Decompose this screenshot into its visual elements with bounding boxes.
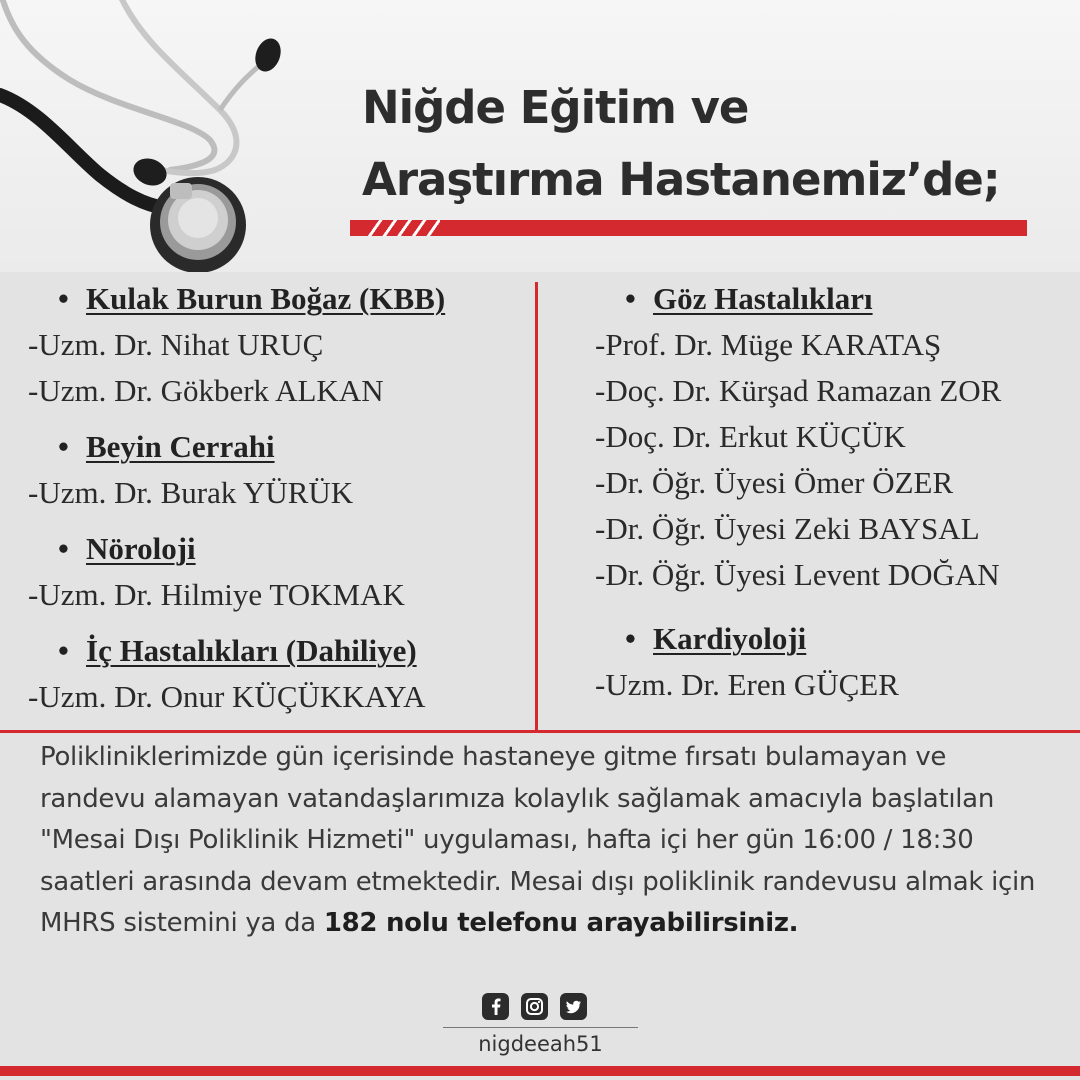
info-phone-bold: 182 nolu telefonu arayabilirsiniz.	[323, 908, 799, 938]
social-icons	[482, 993, 592, 1021]
department-heading-goz: • Göz Hastalıkları	[625, 276, 1075, 322]
facebook-icon[interactable]	[482, 993, 509, 1020]
department-heading-beyin-cerrahi: • Beyin Cerrahi	[58, 424, 528, 470]
info-paragraph	[40, 737, 1050, 945]
doctor-item: -Prof. Dr. Müge KARATAŞ	[595, 327, 942, 362]
column-divider	[535, 282, 538, 732]
page-title	[362, 72, 1000, 216]
stethoscope-image	[0, 0, 320, 272]
department-heading-kbb: • Kulak Burun Boğaz (KBB)	[58, 276, 528, 322]
doctor-item: -Uzm. Dr. Eren GÜÇER	[595, 667, 899, 702]
instagram-icon[interactable]	[521, 993, 548, 1020]
section-divider	[0, 730, 1080, 733]
bottom-accent-bar	[0, 1066, 1080, 1076]
doctor-item: -Uzm. Dr. Nihat URUÇ	[28, 327, 324, 362]
bar-hatch-decoration	[368, 220, 440, 236]
title-line-1: Niğde Eğitim ve	[362, 81, 749, 134]
social-handle[interactable]: nigdeeah51	[478, 1032, 603, 1056]
department-heading-ic-hastaliklari: • İç Hastalıkları (Dahiliye)	[58, 628, 528, 674]
left-department-column	[28, 276, 528, 720]
twitter-icon[interactable]	[560, 993, 587, 1020]
doctor-item: -Uzm. Dr. Hilmiye TOKMAK	[28, 577, 405, 612]
title-line-2: Araştırma Hastanemiz’de;	[362, 153, 1000, 206]
title-underline-bar	[350, 220, 1027, 236]
doctor-item: -Uzm. Dr. Gökberk ALKAN	[28, 373, 384, 408]
footer-divider	[443, 1027, 638, 1028]
doctor-item: -Doç. Dr. Kürşad Ramazan ZOR	[595, 373, 1002, 408]
doctor-item: -Dr. Öğr. Üyesi Ömer ÖZER	[595, 465, 954, 500]
doctor-item: -Uzm. Dr. Burak YÜRÜK	[28, 475, 354, 510]
doctor-item: -Dr. Öğr. Üyesi Zeki BAYSAL	[595, 511, 980, 546]
right-department-column	[595, 276, 1075, 708]
department-heading-noroloji: • Nöroloji	[58, 526, 528, 572]
doctor-item: -Doç. Dr. Erkut KÜÇÜK	[595, 419, 906, 454]
doctor-item: -Dr. Öğr. Üyesi Levent DOĞAN	[595, 557, 1000, 592]
department-heading-kardiyoloji: • Kardiyoloji	[625, 616, 1075, 662]
info-text: Polikliniklerimizde gün içerisinde hastaneye gitme fırsatı bulamayan ve randevu alamayan vatandaşlarımıza kolaylık sağlamak amacıyla başlatılan "Mesai Dışı Poliklinik Hizmeti" uygulaması, hafta içi her gün 16:00 / 18:30 saatleri arasında devam etmektedir. Mesai dışı poliklinik randevusu almak için MHRS sistemini ya da	[40, 742, 1036, 938]
doctor-item: -Uzm. Dr. Onur KÜÇÜKKAYA	[28, 679, 426, 714]
